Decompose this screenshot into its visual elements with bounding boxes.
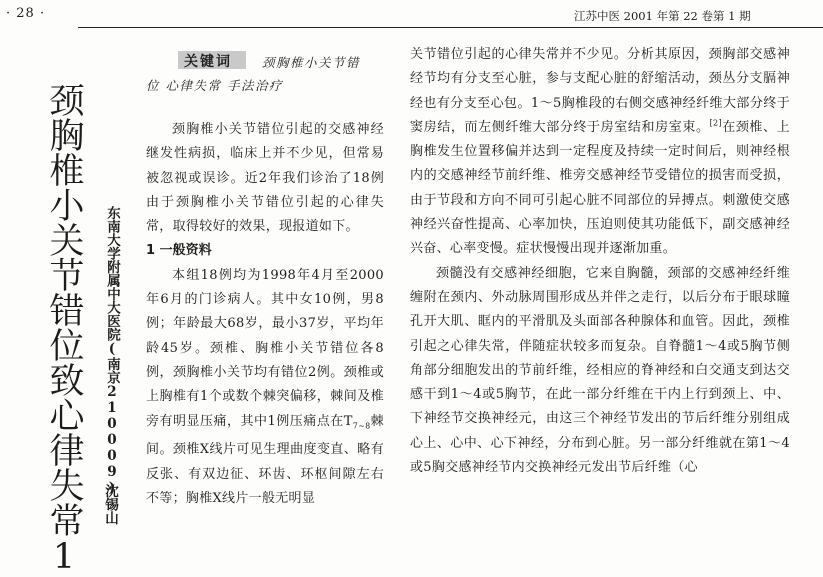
- author-affiliation: 东南大学附属中大医院(南京210009): [104, 206, 120, 496]
- intro-paragraph: 颈胸椎小关节错位引起的交感神经继发性病损，临床上并不少见，但常易被忽视或误诊。近2年我们诊治了18例由于颈胸椎小关节错位引起的心律失常，取得较好的效果，现报道如下。: [146, 122, 384, 235]
- left-column: [146, 118, 384, 511]
- body-paragraph-2: 颈髓没有交感神经细胞，它来自胸髓，颈部的交感神经纤维缠附在颈内、外动脉周围形成丛并伴之走行，以后分布于眼球瞳孔开大肌、眶内的平滑肌及头面部各种腺体和血管。因此，颈椎引起之心律失常，伴随症状较多而复杂。自脊髓1～4或5胸节侧角部分细胞发出的节前纤维，经相应的脊神经和白交通支到达交感干到1～4或5胸节，在此一部分纤维在干内上行到颈上、中、下神经节交换神经元，由这三个神经节发出的节后纤维分别组成心上、心中、心下神经，分布到心脏。另一部分纤维就在第1～4或5胸交感神经节内交换神经元发出节后纤维（心: [410, 265, 790, 476]
- paragraph-1-text-a: 关节错位引起的心律失常并不少见。分析其原因，颈胸部交感神经节均有分支至心脏，参与支配心脏的舒缩活动，颈丛分支膈神经也有分支至心包。1～5胸椎段的右侧交感神经纤维大部分终于窦房结，而左侧纤维大部分终于房室结和房室束。: [410, 47, 790, 135]
- vertebra-subscript: 7~8: [352, 421, 371, 431]
- keywords-label: 关键词: [184, 54, 232, 70]
- page-number: · 28 ·: [6, 6, 46, 21]
- reference-marker: [2]: [709, 118, 722, 128]
- section-body-text: 本组18例均为1998年4月至2000年6月的门诊病人。其中女10例，男8例；年龄最大68岁，最小37岁，平均年龄45岁。颈椎、胸椎小关节错位各8例，颈胸椎小关节均有错位2例。颈椎或上胸椎有1个或数个棘突偏移，棘间及椎旁有明显压痛，其中1例压痛点在T: [146, 267, 384, 429]
- article-title: 颈胸椎小关节错位致心律失常1: [44, 82, 84, 577]
- section-body-tail: 棘间。颈椎X线片可见生理曲度变直、略有反张、有双边征、环齿、环枢间隙左右不等；胸椎X线片一般无明显: [146, 413, 384, 507]
- body-paragraph-1: [410, 43, 790, 262]
- right-column: [410, 43, 790, 480]
- keywords-line-2: 位 心律失常 手法治疗: [146, 78, 283, 93]
- keywords-line-1: 颈胸椎小关节错: [262, 55, 361, 70]
- section-paragraph: [146, 264, 384, 512]
- paragraph-1-text-b: 在颈椎、上胸椎发生位置移偏并达到一定程度及持续一定时间后，则神经根内的交感神经节前纤维、椎旁交感神经节受错位的损害而受损，由于节段和方向不同可引起心脏不同部位的异搏点。刺激使交感神经兴奋性提高、心率加快，压迫则使其功能低下，副交感神经兴奋、心率变慢。症状慢慢出现并逐渐加重。: [410, 119, 790, 257]
- author-name: 沈锡山: [102, 484, 118, 525]
- section-heading: 1 一般资料: [146, 243, 212, 259]
- running-head: 江苏中医 2001 年第 22 卷第 1 期: [574, 9, 751, 23]
- header-rule: [78, 27, 823, 28]
